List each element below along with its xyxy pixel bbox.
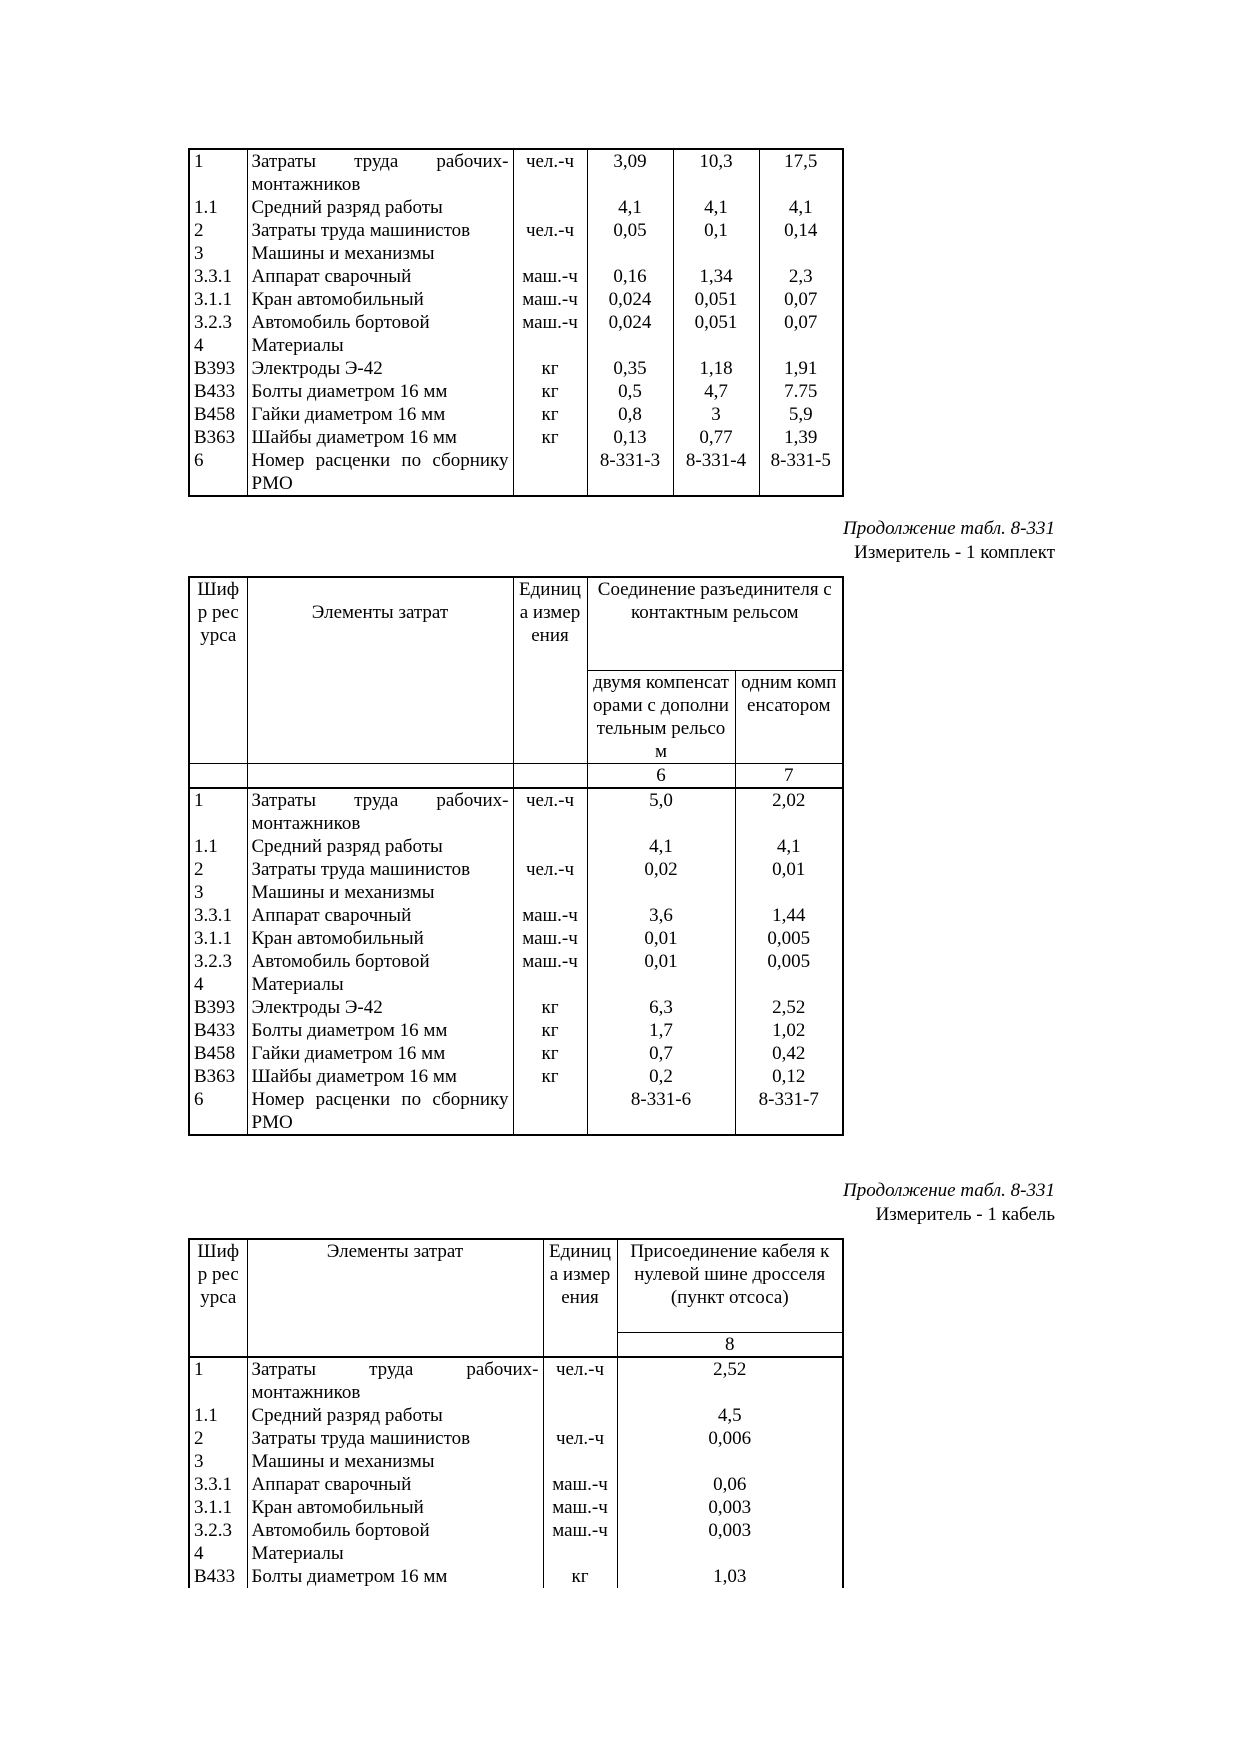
norm-value <box>587 242 673 265</box>
unit-of-measure <box>513 449 587 496</box>
resource-table-3-body <box>189 1357 843 1588</box>
norm-value: 0,14 <box>759 219 843 242</box>
table-row <box>189 149 843 196</box>
table-row <box>189 1019 843 1042</box>
table-row <box>189 334 843 357</box>
resource-code: 3.2.3 <box>189 311 247 334</box>
resource-code: 4 <box>189 1542 247 1565</box>
unit-of-measure: чел.-ч <box>543 1357 617 1404</box>
norm-value: 0,01 <box>587 950 735 973</box>
norm-value: 5,9 <box>759 403 843 426</box>
norm-value <box>617 1450 843 1473</box>
norm-value: 4,5 <box>617 1404 843 1427</box>
table-2-caption <box>843 514 1055 568</box>
unit-of-measure: кг <box>513 1042 587 1065</box>
norm-value: 0,024 <box>587 288 673 311</box>
norm-value <box>587 973 735 996</box>
resource-code: 2 <box>189 858 247 881</box>
norm-value: 0,8 <box>587 403 673 426</box>
norm-value: 6,3 <box>587 996 735 1019</box>
norm-value: 8-331-3 <box>587 449 673 496</box>
unit-of-measure: маш.-ч <box>543 1496 617 1519</box>
norm-value: 3,6 <box>587 904 735 927</box>
unit-of-measure: маш.-ч <box>513 265 587 288</box>
cost-element-name: Номер расценки по сборнику РМО <box>247 1088 513 1135</box>
norm-value: 0,005 <box>735 950 843 973</box>
norm-value <box>735 973 843 996</box>
cost-element-name: Гайки диаметром 16 мм <box>247 403 513 426</box>
resource-code: 3 <box>189 242 247 265</box>
unit-of-measure: кг <box>513 1065 587 1088</box>
resource-code: В458 <box>189 403 247 426</box>
table-row <box>189 265 843 288</box>
header-unit: Единица измерения <box>513 577 587 764</box>
resource-table-1-body <box>189 149 843 496</box>
norm-value: 0,16 <box>587 265 673 288</box>
cost-element-name: Затраты труда рабочих-монтажников <box>247 149 513 196</box>
unit-of-measure <box>513 835 587 858</box>
resource-code: 1.1 <box>189 1404 247 1427</box>
table-row <box>189 788 843 835</box>
cost-element-name: Затраты труда рабочих-монтажников <box>247 1357 543 1404</box>
table-row <box>189 881 843 904</box>
cost-element-name: Аппарат сварочный <box>247 904 513 927</box>
cost-element-name: Машины и механизмы <box>247 881 513 904</box>
header-col-number: 7 <box>735 764 843 789</box>
cost-element-name: Автомобиль бортовой <box>247 311 513 334</box>
resource-code: В433 <box>189 380 247 403</box>
unit-of-measure: кг <box>513 380 587 403</box>
table-row <box>189 1496 843 1519</box>
norm-value <box>759 334 843 357</box>
norm-value: 4,1 <box>759 196 843 219</box>
cost-element-name: Материалы <box>247 334 513 357</box>
norm-value: 1,02 <box>735 1019 843 1042</box>
norm-value: 4,1 <box>735 835 843 858</box>
cost-element-name: Затраты труда машинистов <box>247 1427 543 1450</box>
cost-element-name: Кран автомобильный <box>247 927 513 950</box>
norm-value: 5,0 <box>587 788 735 835</box>
cost-element-name: Электроды Э-42 <box>247 357 513 380</box>
table-row <box>189 973 843 996</box>
norm-value: 4,1 <box>673 196 759 219</box>
header-elements <box>247 577 513 764</box>
resource-code: В433 <box>189 1019 247 1042</box>
norm-value: 10,3 <box>673 149 759 196</box>
norm-value: 0,2 <box>587 1065 735 1088</box>
resource-code: 6 <box>189 449 247 496</box>
resource-code: 1 <box>189 149 247 196</box>
norm-value: 0,01 <box>735 858 843 881</box>
header-blank <box>513 764 587 789</box>
unit-of-measure: чел.-ч <box>513 149 587 196</box>
resource-table-2-header <box>189 577 843 788</box>
unit-of-measure: маш.-ч <box>513 927 587 950</box>
unit-of-measure <box>513 334 587 357</box>
cost-element-name: Средний разряд работы <box>247 835 513 858</box>
cost-element-name: Затраты труда машинистов <box>247 858 513 881</box>
cost-element-name: Кран автомобильный <box>247 288 513 311</box>
unit-of-measure: чел.-ч <box>513 219 587 242</box>
norm-value: 1,7 <box>587 1019 735 1042</box>
unit-of-measure: маш.-ч <box>513 904 587 927</box>
table-row <box>189 449 843 496</box>
resource-code: 1 <box>189 788 247 835</box>
cost-element-name: Шайбы диаметром 16 мм <box>247 1065 513 1088</box>
norm-value: 8-331-7 <box>735 1088 843 1135</box>
norm-value <box>759 242 843 265</box>
norm-value: 2,3 <box>759 265 843 288</box>
norm-value: 0,003 <box>617 1519 843 1542</box>
resource-table-3 <box>188 1238 844 1588</box>
unit-of-measure: маш.-ч <box>513 288 587 311</box>
unit-of-measure: кг <box>513 1019 587 1042</box>
unit-of-measure: маш.-ч <box>543 1473 617 1496</box>
table-row <box>189 835 843 858</box>
header-group: Соединение разъединителя с контактным рельсом <box>587 577 843 671</box>
norm-value: 0,024 <box>587 311 673 334</box>
table-row <box>189 904 843 927</box>
unit-of-measure: чел.-ч <box>543 1427 617 1450</box>
table-row <box>189 1519 843 1542</box>
resource-code: 3.3.1 <box>189 265 247 288</box>
resource-code: 3.3.1 <box>189 904 247 927</box>
header-sub-2: одним компенсатором <box>735 671 843 764</box>
unit-of-measure <box>543 1404 617 1427</box>
table-row <box>189 380 843 403</box>
table-row <box>189 1450 843 1473</box>
cost-element-name: Материалы <box>247 1542 543 1565</box>
table-row <box>189 196 843 219</box>
norm-value: 2,52 <box>735 996 843 1019</box>
table-row <box>189 1473 843 1496</box>
norm-value: 0,005 <box>735 927 843 950</box>
table-2-continuation-title: Продолжение табл. 8-331 <box>842 518 1055 539</box>
header-blank <box>247 764 513 789</box>
cost-element-name: Материалы <box>247 973 513 996</box>
resource-code: 4 <box>189 334 247 357</box>
cost-element-name: Шайбы диаметром 16 мм <box>247 426 513 449</box>
resource-code: 3.2.3 <box>189 1519 247 1542</box>
cost-element-name: Аппарат сварочный <box>247 1473 543 1496</box>
header-group: Присоединение кабеля к нулевой шине дросселя (пункт отсоса) <box>617 1239 843 1333</box>
norm-value: 0,5 <box>587 380 673 403</box>
resource-code: В393 <box>189 357 247 380</box>
norm-value <box>617 1542 843 1565</box>
header-sub-1: двумя компенсаторами с дополнительным рельсом <box>587 671 735 764</box>
table-3-measure: Измеритель - 1 кабель <box>875 1204 1055 1225</box>
unit-of-measure: кг <box>513 403 587 426</box>
table-row <box>189 858 843 881</box>
resource-code: 2 <box>189 219 247 242</box>
resource-code: В363 <box>189 426 247 449</box>
table-row <box>189 1065 843 1088</box>
table-row <box>189 311 843 334</box>
norm-value: 0,12 <box>735 1065 843 1088</box>
cost-element-name: Автомобиль бортовой <box>247 950 513 973</box>
cost-element-name: Болты диаметром 16 мм <box>247 1565 543 1588</box>
norm-value: 0,7 <box>587 1042 735 1065</box>
norm-value: 8-331-5 <box>759 449 843 496</box>
norm-value: 3 <box>673 403 759 426</box>
cost-element-name: Аппарат сварочный <box>247 265 513 288</box>
table-row <box>189 403 843 426</box>
norm-value: 0,07 <box>759 311 843 334</box>
header-col-number: 8 <box>617 1333 843 1358</box>
header-elements-label: Элементы затрат <box>311 602 449 623</box>
norm-value <box>673 242 759 265</box>
table-row <box>189 927 843 950</box>
cost-element-name: Кран автомобильный <box>247 1496 543 1519</box>
norm-value: 3,09 <box>587 149 673 196</box>
unit-of-measure <box>543 1542 617 1565</box>
table-row <box>189 242 843 265</box>
norm-value: 1,03 <box>617 1565 843 1588</box>
resource-code: 3 <box>189 881 247 904</box>
norm-value <box>587 881 735 904</box>
table-row <box>189 1427 843 1450</box>
table-row <box>189 1088 843 1135</box>
norm-value: 4,1 <box>587 835 735 858</box>
resource-code: 3.3.1 <box>189 1473 247 1496</box>
header-col-number: 6 <box>587 764 735 789</box>
resource-table-3-header <box>189 1239 843 1357</box>
unit-of-measure: маш.-ч <box>513 950 587 973</box>
table-row <box>189 1357 843 1404</box>
unit-of-measure: кг <box>513 996 587 1019</box>
table-2-measure: Измеритель - 1 комплект <box>854 542 1055 563</box>
cost-element-name: Затраты труда рабочих-монтажников <box>247 788 513 835</box>
unit-of-measure <box>513 242 587 265</box>
resource-code: 3.2.3 <box>189 950 247 973</box>
unit-of-measure <box>513 196 587 219</box>
resource-code: В433 <box>189 1565 247 1588</box>
resource-code: В393 <box>189 996 247 1019</box>
unit-of-measure <box>513 1088 587 1135</box>
resource-code: 4 <box>189 973 247 996</box>
resource-code: 6 <box>189 1088 247 1135</box>
unit-of-measure: маш.-ч <box>543 1519 617 1542</box>
table-row <box>189 426 843 449</box>
norm-value: 0,07 <box>759 288 843 311</box>
unit-of-measure: чел.-ч <box>513 858 587 881</box>
resource-code: 3.1.1 <box>189 1496 247 1519</box>
norm-value: 1,18 <box>673 357 759 380</box>
unit-of-measure <box>513 881 587 904</box>
unit-of-measure: маш.-ч <box>513 311 587 334</box>
norm-value: 1,39 <box>759 426 843 449</box>
resource-table-2-body <box>189 788 843 1135</box>
cost-element-name: Затраты труда машинистов <box>247 219 513 242</box>
norm-value: 0,1 <box>673 219 759 242</box>
norm-value: 4,7 <box>673 380 759 403</box>
norm-value: 1,91 <box>759 357 843 380</box>
cost-element-name: Болты диаметром 16 мм <box>247 1019 513 1042</box>
table-row <box>189 996 843 1019</box>
table-row <box>189 1565 843 1588</box>
unit-of-measure <box>543 1450 617 1473</box>
header-unit: Единица измерения <box>543 1239 617 1357</box>
table-3-continuation-title: Продолжение табл. 8-331 <box>842 1180 1055 1201</box>
norm-value: 0,35 <box>587 357 673 380</box>
unit-of-measure: чел.-ч <box>513 788 587 835</box>
resource-code: 2 <box>189 1427 247 1450</box>
unit-of-measure: кг <box>513 426 587 449</box>
resource-code: В458 <box>189 1042 247 1065</box>
norm-value: 2,02 <box>735 788 843 835</box>
norm-value: 1,34 <box>673 265 759 288</box>
resource-code: 3.1.1 <box>189 288 247 311</box>
norm-value: 0,051 <box>673 288 759 311</box>
norm-value: 4,1 <box>587 196 673 219</box>
table-row <box>189 1404 843 1427</box>
norm-value: 17,5 <box>759 149 843 196</box>
norm-value: 0,77 <box>673 426 759 449</box>
header-elements: Элементы затрат <box>247 1239 543 1357</box>
header-code: Шифр ресурса <box>189 577 247 764</box>
cost-element-name: Машины и механизмы <box>247 242 513 265</box>
cost-element-name: Средний разряд работы <box>247 196 513 219</box>
table-row <box>189 950 843 973</box>
norm-value <box>587 334 673 357</box>
norm-value: 8-331-4 <box>673 449 759 496</box>
norm-value <box>673 334 759 357</box>
cost-element-name: Номер расценки по сборнику РМО <box>247 449 513 496</box>
unit-of-measure: кг <box>543 1565 617 1588</box>
norm-value: 0,06 <box>617 1473 843 1496</box>
norm-value: 0,42 <box>735 1042 843 1065</box>
norm-value: 2,52 <box>617 1357 843 1404</box>
table-row <box>189 288 843 311</box>
resource-code: 3 <box>189 1450 247 1473</box>
norm-value: 7.75 <box>759 380 843 403</box>
norm-value: 0,051 <box>673 311 759 334</box>
table-3-caption <box>843 1176 1055 1230</box>
norm-value: 0,13 <box>587 426 673 449</box>
header-code: Шифр ресурса <box>189 1239 247 1357</box>
cost-element-name: Болты диаметром 16 мм <box>247 380 513 403</box>
norm-value: 0,02 <box>587 858 735 881</box>
table-row <box>189 219 843 242</box>
table-row <box>189 1042 843 1065</box>
table-row <box>189 1542 843 1565</box>
unit-of-measure <box>513 973 587 996</box>
unit-of-measure: кг <box>513 357 587 380</box>
resource-code: 1.1 <box>189 835 247 858</box>
cost-element-name: Гайки диаметром 16 мм <box>247 1042 513 1065</box>
norm-value: 8-331-6 <box>587 1088 735 1135</box>
norm-value: 0,006 <box>617 1427 843 1450</box>
resource-table-2 <box>188 576 844 1136</box>
resource-code: 3.1.1 <box>189 927 247 950</box>
resource-code: 1.1 <box>189 196 247 219</box>
resource-code: В363 <box>189 1065 247 1088</box>
norm-value: 0,01 <box>587 927 735 950</box>
norm-value: 0,05 <box>587 219 673 242</box>
cost-element-name: Автомобиль бортовой <box>247 1519 543 1542</box>
cost-element-name: Средний разряд работы <box>247 1404 543 1427</box>
header-blank <box>189 764 247 789</box>
cost-element-name: Электроды Э-42 <box>247 996 513 1019</box>
cost-element-name: Машины и механизмы <box>247 1450 543 1473</box>
table-row <box>189 357 843 380</box>
resource-table-1 <box>188 148 844 497</box>
resource-code: 1 <box>189 1357 247 1404</box>
norm-value: 1,44 <box>735 904 843 927</box>
norm-value <box>735 881 843 904</box>
norm-value: 0,003 <box>617 1496 843 1519</box>
